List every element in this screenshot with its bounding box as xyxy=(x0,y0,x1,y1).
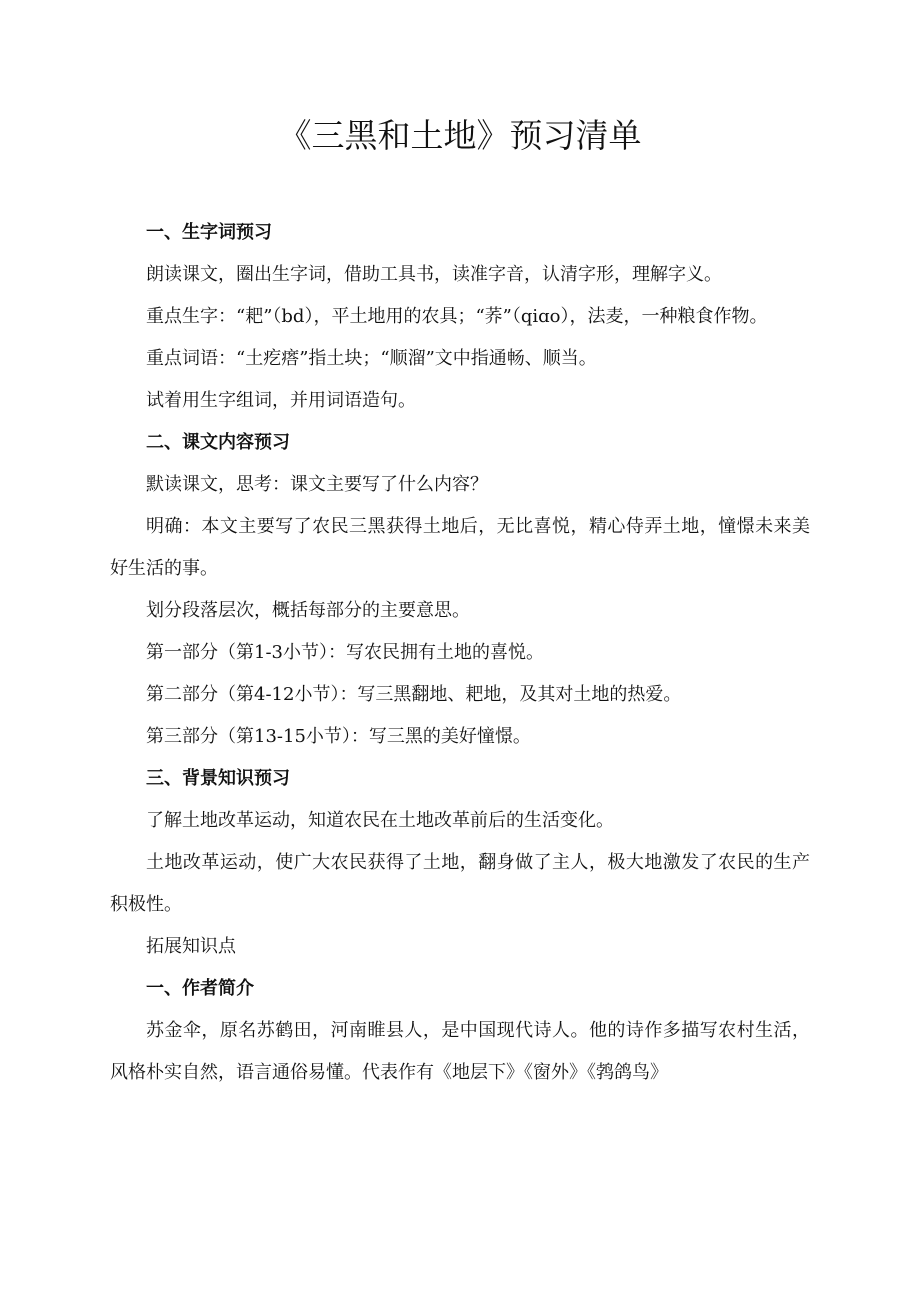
paragraph: 重点生字：“耙”（bd），平土地用的农具；“荞”（qiɑo），法麦，一种粮食作物。 xyxy=(146,306,768,327)
paragraph: 拓展知识点 xyxy=(146,936,236,957)
document-body xyxy=(110,212,810,1094)
section-heading: 一、作者简介 xyxy=(146,978,254,999)
paragraph: 土地改革运动，使广大农民获得了土地，翻身做了主人，极大地激发了农民的生产积极性。 xyxy=(110,852,810,915)
paragraph: 默读课文，思考：课文主要写了什么内容？ xyxy=(146,474,488,495)
section-heading: 二、课文内容预习 xyxy=(146,432,290,453)
paragraph: 第一部分（第1-3小节）：写农民拥有土地的喜悦。 xyxy=(146,642,544,663)
paragraph: 第二部分（第4-12小节）：写三黑翻地、耙地，及其对土地的热爱。 xyxy=(146,684,682,705)
paragraph: 划分段落层次，概括每部分的主要意思。 xyxy=(146,600,470,621)
paragraph: 苏金伞，原名苏鹤田，河南睢县人，是中国现代诗人。他的诗作多描写农村生活，风格朴实自然，语言通俗易懂。代表作有《地层下》《窗外》《鹁鸽鸟》 xyxy=(110,1020,810,1083)
document-title: 《三黑和土地》预习清单 xyxy=(278,116,642,155)
paragraph: 朗读课文，圈出生字词，借助工具书，读准字音，认清字形，理解字义。 xyxy=(146,264,722,285)
paragraph: 试着用生字组词，并用词语造句。 xyxy=(146,390,416,411)
paragraph: 第三部分（第13-15小节）：写三黑的美好憧憬。 xyxy=(146,726,531,747)
section-heading: 一、生字词预习 xyxy=(146,222,272,243)
paragraph: 了解土地改革运动，知道农民在土地改革前后的生活变化。 xyxy=(146,810,614,831)
paragraph: 明确：本文主要写了农民三黑获得土地后，无比喜悦，精心侍弄土地，憧憬未来美好生活的事。 xyxy=(110,516,810,579)
section-heading: 三、背景知识预习 xyxy=(146,768,290,789)
paragraph: 重点词语：“土疙瘩”指土块；“顺溜”文中指通畅、顺当。 xyxy=(146,348,597,369)
